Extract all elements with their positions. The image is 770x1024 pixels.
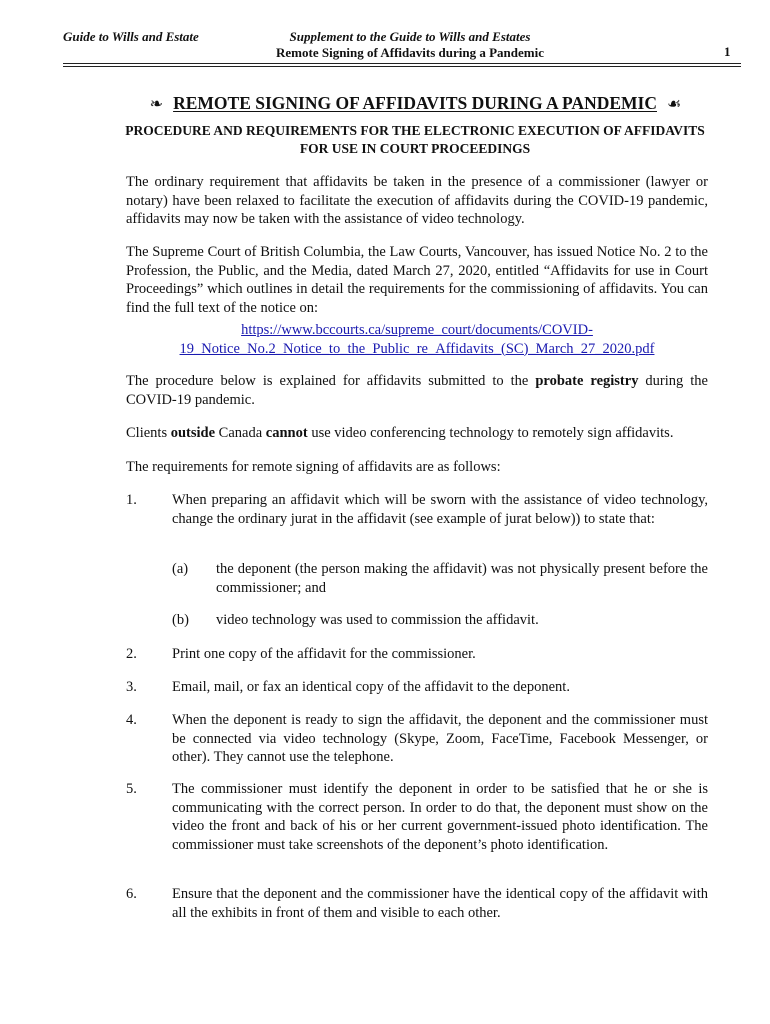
paragraph-intro: The ordinary requirement that affidavits be taken in the presence of a commissioner (lawyer or notary) have been relaxed to facilitate the execution of affidavits during the COVID-19 pandemic, affidavits may now be taken with the assistance of video technology. (126, 174, 708, 227)
header-supplement-title (200, 29, 620, 61)
procedure-text-b: during the COVID-19 pandemic. (126, 373, 708, 408)
ornament-right-icon: ☙ (666, 96, 682, 113)
sublist-item: video technology was used to commission the affidavit. (216, 612, 539, 628)
list-item-number: 3. (126, 679, 137, 695)
notice-link-line1[interactable]: https://www.bccourts.ca/supreme_court/documents/COVID- (241, 322, 593, 338)
procedure-bold: probate registry (535, 373, 639, 389)
clients-bold-cannot: cannot (265, 425, 308, 441)
list-item-number: 1. (126, 492, 137, 508)
list-item-number: 2. (126, 646, 137, 662)
clients-text-c: Canada (215, 425, 266, 441)
list-item: Email, mail, or fax an identical copy of the affidavit to the deponent. (172, 679, 570, 695)
ornament-left-icon: ❧ (149, 96, 164, 113)
notice-link-line2[interactable]: 19_Notice_No.2_Notice_to_the_Public_re_Affidavits_(SC)_March_27_2020.pdf (179, 340, 655, 357)
header-rule-thin (63, 63, 741, 64)
sublist-item: the deponent (the person making the affidavit) was not physically present before the commissioner; and (216, 561, 708, 596)
page-number: 1 (724, 44, 731, 59)
sublist-item-label: (a) (172, 561, 189, 577)
clients-bold-outside: outside (170, 425, 216, 441)
header-guide-title: Guide to Wills and Estate (63, 29, 199, 44)
page-title (63, 93, 768, 114)
clients-text-a: Clients (126, 425, 171, 441)
paragraph-requirements-intro: The requirements for remote signing of affidavits are as follows: (126, 459, 501, 475)
notice-link[interactable] (126, 321, 708, 358)
list-item: Print one copy of the affidavit for the commissioner. (172, 646, 476, 662)
header-rule-thick (63, 66, 741, 67)
header-center-line1: Supplement to the Guide to Wills and Estates (289, 29, 531, 44)
list-item-number: 5. (126, 781, 137, 797)
page-subtitle: PROCEDURE AND REQUIREMENTS FOR THE ELECTRONIC EXECUTION OF AFFIDAVITS FOR USE IN COURT PROCEEDINGS (125, 123, 705, 156)
list-item-number: 4. (126, 712, 137, 728)
procedure-text-a: The procedure below is explained for affidavits submitted to the (126, 373, 536, 389)
paragraph-procedure (126, 372, 708, 409)
list-item: Ensure that the deponent and the commissioner have the identical copy of the affidavit with all the exhibits in front of them and visible to each other. (172, 886, 708, 921)
list-item: The commissioner must identify the deponent in order to be satisfied that he or she is communicating with the correct person. In order to do that, the deponent must show on the video the front and back of his or her current government-issued photo identification. The commissioner must take screenshots of the deponent’s photo identification. (172, 781, 708, 853)
paragraph-notice: The Supreme Court of British Columbia, the Law Courts, Vancouver, has issued Notice No. 2 to the Profession, the Public, and the Media, dated March 27, 2020, entitled “Affidavits for use in Court Proceedings” which outlines in detail the requirements for the commissioning of affidavits. You can find the full text of the notice on: (126, 244, 708, 316)
paragraph-clients-outside (126, 424, 708, 443)
list-item-number: 6. (126, 886, 137, 902)
clients-text-e: use video conferencing technology to remotely sign affidavits. (307, 425, 674, 441)
list-item: When preparing an affidavit which will be sworn with the assistance of video technology, change the ordinary jurat in the affidavit (see example of jurat below)) to state that: (172, 492, 708, 527)
list-item: When the deponent is ready to sign the affidavit, the deponent and the commissioner must be connected via video technology (Skype, Zoom, FaceTime, Facebook Messenger, or other). They cannot use the telephone. (172, 712, 708, 765)
page-title-text: REMOTE SIGNING OF AFFIDAVITS DURING A PANDEMIC (173, 93, 657, 113)
header-center-line2: Remote Signing of Affidavits during a Pandemic (276, 45, 544, 60)
sublist-item-label: (b) (172, 612, 189, 628)
